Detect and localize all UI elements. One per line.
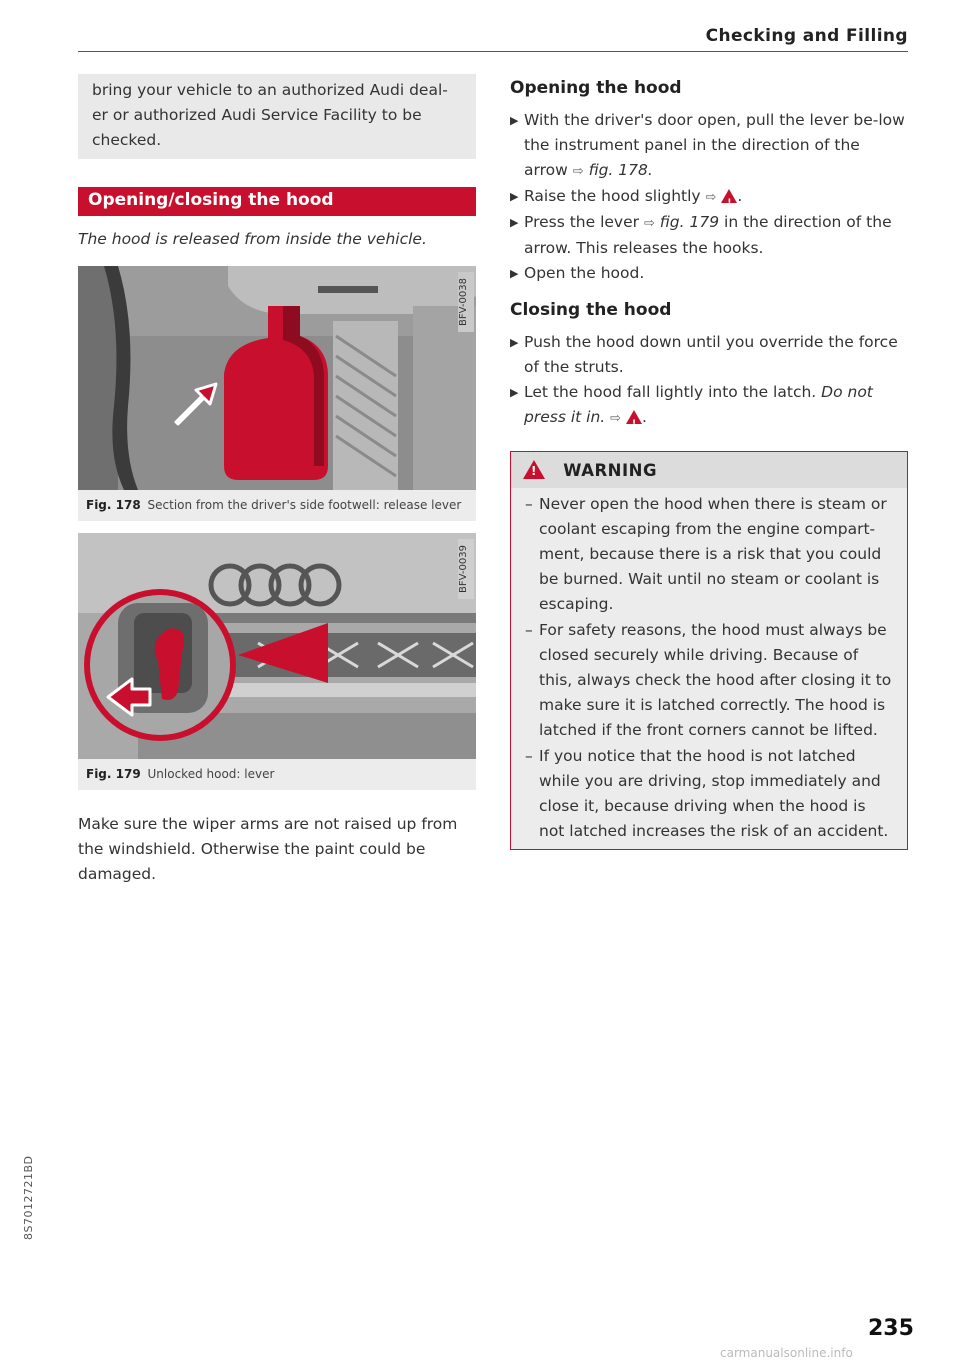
section-intro: The hood is released from inside the vehicle. (78, 230, 427, 248)
unlocked-hood-lever-illustration (78, 533, 476, 759)
warning-triangle-icon[interactable] (626, 410, 642, 424)
fig-179-reference[interactable]: fig. 179 (659, 213, 720, 231)
page-header-title: Checking and Filling (705, 26, 908, 46)
watermark: carmanualsonline.info (720, 1346, 853, 1360)
section-title: Opening/closing the hood (78, 187, 476, 216)
opening-hood-heading: Opening the hood (510, 78, 682, 98)
reference-arrow-icon: ⇨ (572, 164, 584, 179)
list-item: ▶ With the driver's door open, pull the lever be-low the instrument panel in the direction of the arrow ⇨ fig. 178. (510, 108, 908, 184)
warning-list (511, 488, 907, 849)
closing-hood-heading: Closing the hood (510, 300, 672, 320)
bullet-arrow-icon: ▶ (510, 336, 519, 349)
warning-triangle-icon (523, 460, 545, 479)
warning-box (510, 451, 908, 850)
list-item: – For safety reasons, the hood must always be closed securely while driving. Because of this, always check the hood after closing it to make sure it is latched correctly. The hood is latched if the front corners cannot be lifted. (525, 621, 892, 739)
reference-arrow-icon: ⇨ (610, 411, 622, 426)
bullet-arrow-icon: ▶ (510, 190, 519, 203)
list-item: ▶ Press the lever ⇨ fig. 179 in the direction of the arrow. This releases the hooks. (510, 210, 908, 261)
warning-title: WARNING (563, 461, 657, 480)
list-item: ▶ Open the hood. (510, 261, 908, 286)
reference-arrow-icon: ⇨ (705, 190, 717, 205)
bullet-arrow-icon: ▶ (510, 386, 519, 399)
figure-179 (78, 533, 476, 790)
header-rule (78, 51, 908, 52)
page-number: 235 (868, 1316, 914, 1341)
bullet-arrow-icon: ▶ (510, 216, 519, 229)
figure-179-caption (78, 759, 476, 790)
list-item: ▶ Let the hood fall lightly into the latch. Do not press it in. ⇨ ! . (510, 380, 908, 431)
list-item: – If you notice that the hood is not latched while you are driving, stop immediately and close it, because driving when the hood is not latched increases the risk of an accident. (525, 747, 889, 840)
document-code: 8S7012721BD (22, 1155, 35, 1240)
list-item: – Never open the hood when there is steam or coolant escaping from the engine compart-ment, because there is a risk that you could be burned. Wait until no steam or coolant is escaping. (525, 495, 887, 613)
continued-note-box: bring your vehicle to an authorized Audi deal-er or authorized Audi Service Facility to be checked. (78, 74, 476, 159)
fig-178-reference[interactable]: fig. 178. (588, 161, 653, 179)
wiper-arm-note: Make sure the wiper arms are not raised up from the windshield. Otherwise the paint could be damaged. (78, 815, 458, 883)
warning-header (511, 452, 907, 488)
bullet-arrow-icon: ▶ (510, 114, 519, 127)
figure-178-caption (78, 490, 476, 521)
list-item: ▶ Push the hood down until you override the force of the struts. (510, 330, 908, 380)
figure-178-code: BFV-0038 (458, 278, 469, 326)
opening-steps (510, 108, 908, 286)
figure-178-label: Fig. 178 (86, 498, 141, 512)
figure-178 (78, 266, 476, 521)
do-not-press-emphasis: Do not press it in. (524, 383, 873, 426)
right-column (510, 74, 908, 850)
warning-triangle-icon[interactable] (721, 189, 737, 203)
list-item: ▶ Raise the hood slightly ⇨ ! . (510, 184, 908, 210)
figure-179-caption-text: Unlocked hood: lever (147, 767, 275, 781)
figure-178-caption-text: Section from the driver's side footwell: release lever (147, 498, 462, 512)
footwell-release-lever-illustration (78, 266, 476, 490)
reference-arrow-icon: ⇨ (643, 216, 655, 231)
left-column (78, 74, 476, 887)
bullet-arrow-icon: ▶ (510, 267, 519, 280)
figure-179-code: BFV-0039 (458, 545, 469, 593)
closing-steps (510, 330, 908, 431)
figure-179-label: Fig. 179 (86, 767, 141, 781)
